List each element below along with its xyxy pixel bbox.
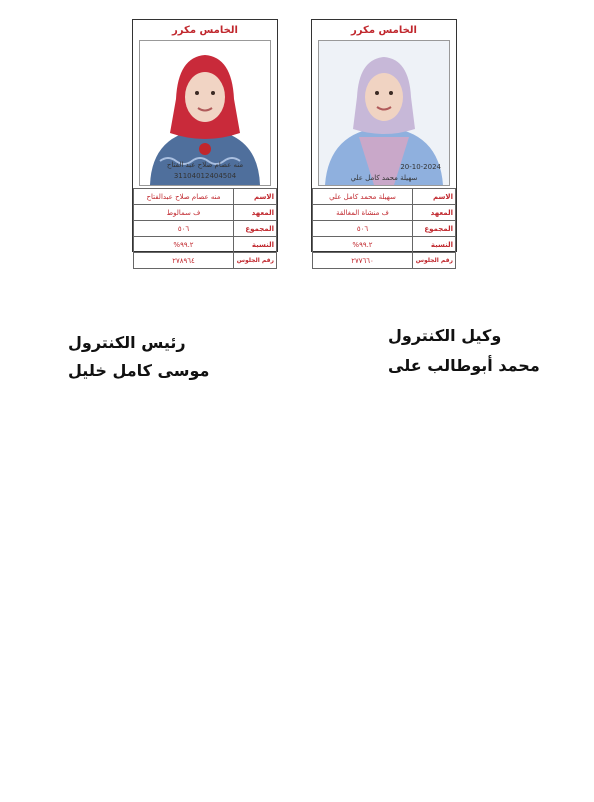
student-percent: %٩٩.٢: [313, 237, 413, 253]
row-percent: [134, 237, 277, 253]
photo-date-caption: 20-10-2024: [400, 163, 441, 171]
label-institute: المعهد: [413, 205, 456, 221]
photo-code-caption: 31104012404504: [173, 172, 237, 180]
student-name: سهيلة محمد كامل علي: [313, 189, 413, 205]
student-institute: ف منشاة المغالقة: [313, 205, 413, 221]
label-seat: رقم الجلوس: [413, 253, 456, 269]
label-percent: النسبة: [234, 237, 277, 253]
photo-name-caption: سهيلة محمد كامل علي: [350, 174, 418, 182]
row-name: [134, 189, 277, 205]
student-seat-number: ٢٧٨٩٦٤: [134, 253, 234, 269]
head-control-title: رئيس الكنترول: [68, 333, 186, 352]
student-name: منه عصام صلاح عبدالفتاح: [134, 189, 234, 205]
photo-name-caption: منه عصام صلاح عبد الفتاح: [166, 161, 244, 169]
student-card-mena: [132, 19, 278, 265]
label-total: المجموع: [413, 221, 456, 237]
student-info-table: [133, 188, 277, 269]
deputy-control-title: وكيل الكنترول: [388, 326, 502, 345]
row-institute: [313, 205, 456, 221]
student-total: ٥٠٦: [134, 221, 234, 237]
student-seat-number: ٢٧٧٦٦٠: [313, 253, 413, 269]
student-card-soheila: [311, 19, 457, 265]
deputy-control-name: محمد أبوطالب على: [388, 356, 540, 375]
row-total: [313, 221, 456, 237]
student-institute: ف سمالوط: [134, 205, 234, 221]
label-total: المجموع: [234, 221, 277, 237]
row-seat: [313, 253, 456, 269]
row-name: [313, 189, 456, 205]
row-percent: [313, 237, 456, 253]
row-seat: [134, 253, 277, 269]
head-control-name: موسى كامل خليل: [68, 361, 210, 380]
student-photo: [139, 40, 271, 186]
row-institute: [134, 205, 277, 221]
student-photo: [318, 40, 450, 186]
row-total: [134, 221, 277, 237]
label-seat: رقم الجلوس: [234, 253, 277, 269]
student-info-table: [312, 188, 456, 269]
label-institute: المعهد: [234, 205, 277, 221]
student-total: ٥٠٦: [313, 221, 413, 237]
label-name: الاسم: [413, 189, 456, 205]
label-percent: النسبة: [413, 237, 456, 253]
card-grade-title: الخامس مكرر: [351, 25, 417, 36]
student-percent: %٩٩.٢: [134, 237, 234, 253]
label-name: الاسم: [234, 189, 277, 205]
card-grade-title: الخامس مكرر: [172, 25, 238, 36]
